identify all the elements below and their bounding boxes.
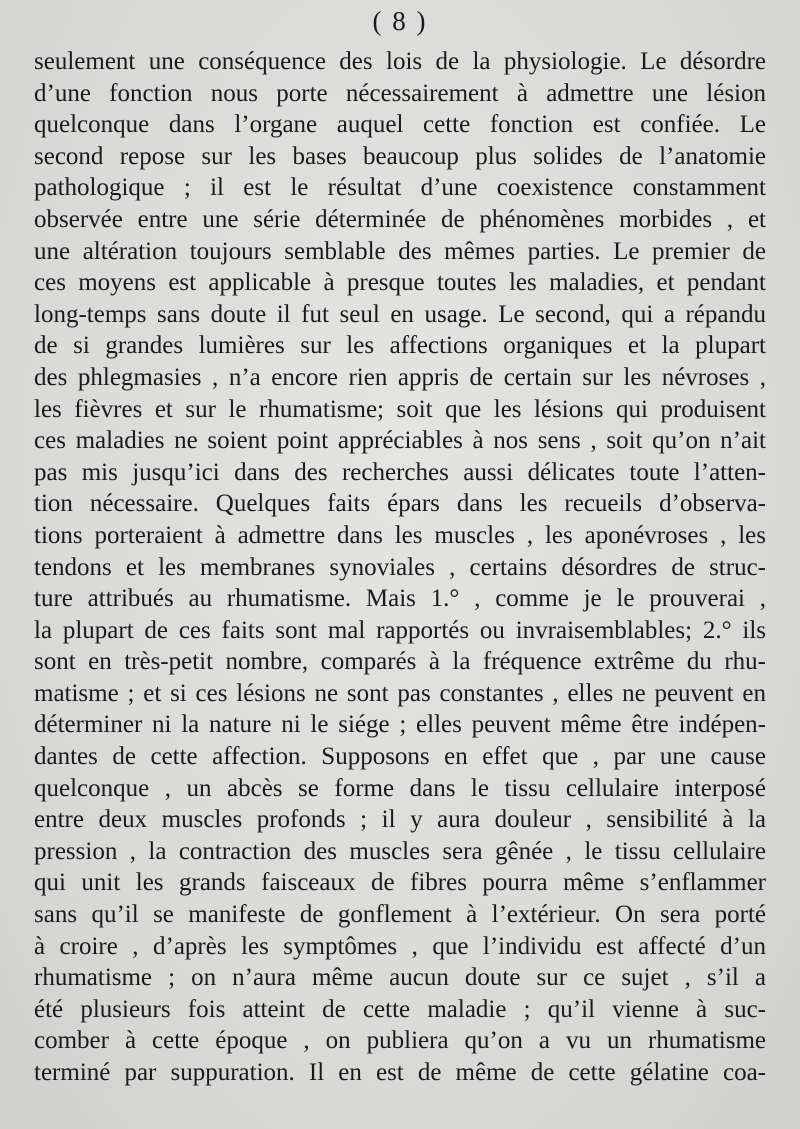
text-line: dantes de cette affection. Supposons en effet que , par une cause <box>34 743 766 771</box>
text-line: pression , la contraction des muscles sera gênée , le tissu cellulaire <box>34 837 766 865</box>
text-line: qui unit les grands faisceaux de fibres pourra même s’enflammer <box>34 869 766 897</box>
text-line: comber à cette époque , on publiera qu’on a vu un rhumatisme <box>34 1027 766 1055</box>
text-line: tion nécessaire. Quelques faits épars dans les recueils d’observa- <box>34 490 766 518</box>
body-text <box>34 46 766 1089</box>
text-line: ces maladies ne soient point appréciables à nos sens , soit qu’on n’ait <box>34 427 766 455</box>
text-line: d’une fonction nous porte nécessairement à admettre une lésion <box>34 79 766 107</box>
text-line: une altération toujours semblable des mêmes parties. Le premier de <box>34 237 766 265</box>
text-line: les fièvres et sur le rhumatisme; soit que les lésions qui produisent <box>34 395 766 423</box>
text-line: pathologique ; il est le résultat d’une coexistence constamment <box>34 174 766 202</box>
text-line: entre deux muscles profonds ; il y aura douleur , sensibilité à la <box>34 806 766 834</box>
text-line: rhumatisme ; on n’aura même aucun doute sur ce sujet , s’il a <box>34 964 766 992</box>
text-line: à croire , d’après les symptômes , que l’individu est affecté d’un <box>34 932 766 960</box>
text-line: la plupart de ces faits sont mal rapportés ou invraisemblables; 2.° ils <box>34 616 766 644</box>
text-line: des phlegmasies , n’a encore rien appris de certain sur les névroses , <box>34 363 766 391</box>
text-line: tions porteraient à admettre dans les muscles , les aponévroses , les <box>34 521 766 549</box>
page-number: ( 8 ) <box>372 6 428 36</box>
text-line: long-temps sans doute il fut seul en usage. Le second, qui a répandu <box>34 300 766 328</box>
text-line: été plusieurs fois atteint de cette maladie ; qu’il vienne à suc- <box>34 995 766 1023</box>
text-line: sans qu’il se manifeste de gonflement à l’extérieur. On sera porté <box>34 901 766 929</box>
text-line: quelconque dans l’organe auquel cette fonction est confiée. Le <box>34 111 766 139</box>
text-line: quelconque , un abcès se forme dans le tissu cellulaire interposé <box>34 774 766 802</box>
text-line: déterminer ni la nature ni le siége ; elles peuvent même être indépen- <box>34 711 766 739</box>
text-line: de si grandes lumières sur les affections organiques et la plupart <box>34 332 766 360</box>
text-line: ces moyens est applicable à presque toutes les maladies, et pendant <box>34 269 766 297</box>
text-line: ture attribués au rhumatisme. Mais 1.° , comme je le prouverai , <box>34 585 766 613</box>
text-line: tendons et les membranes synoviales , certains désordres de struc- <box>34 553 766 581</box>
text-line: terminé par suppuration. Il en est de même de cette gélatine coa- <box>34 1059 766 1086</box>
text-line: second repose sur les bases beaucoup plus solides de l’anatomie <box>34 142 766 170</box>
text-line: pas mis jusqu’ici dans des recherches aussi délicates toute l’atten- <box>34 458 766 486</box>
text-line: sont en très-petit nombre, comparés à la fréquence extrême du rhu- <box>34 648 766 676</box>
text-line: matisme ; et si ces lésions ne sont pas constantes , elles ne peuvent en <box>34 679 766 707</box>
text-line: seulement une conséquence des lois de la physiologie. Le désordre <box>34 48 766 75</box>
text-line: observée entre une série déterminée de phénomènes morbides , et <box>34 205 766 233</box>
